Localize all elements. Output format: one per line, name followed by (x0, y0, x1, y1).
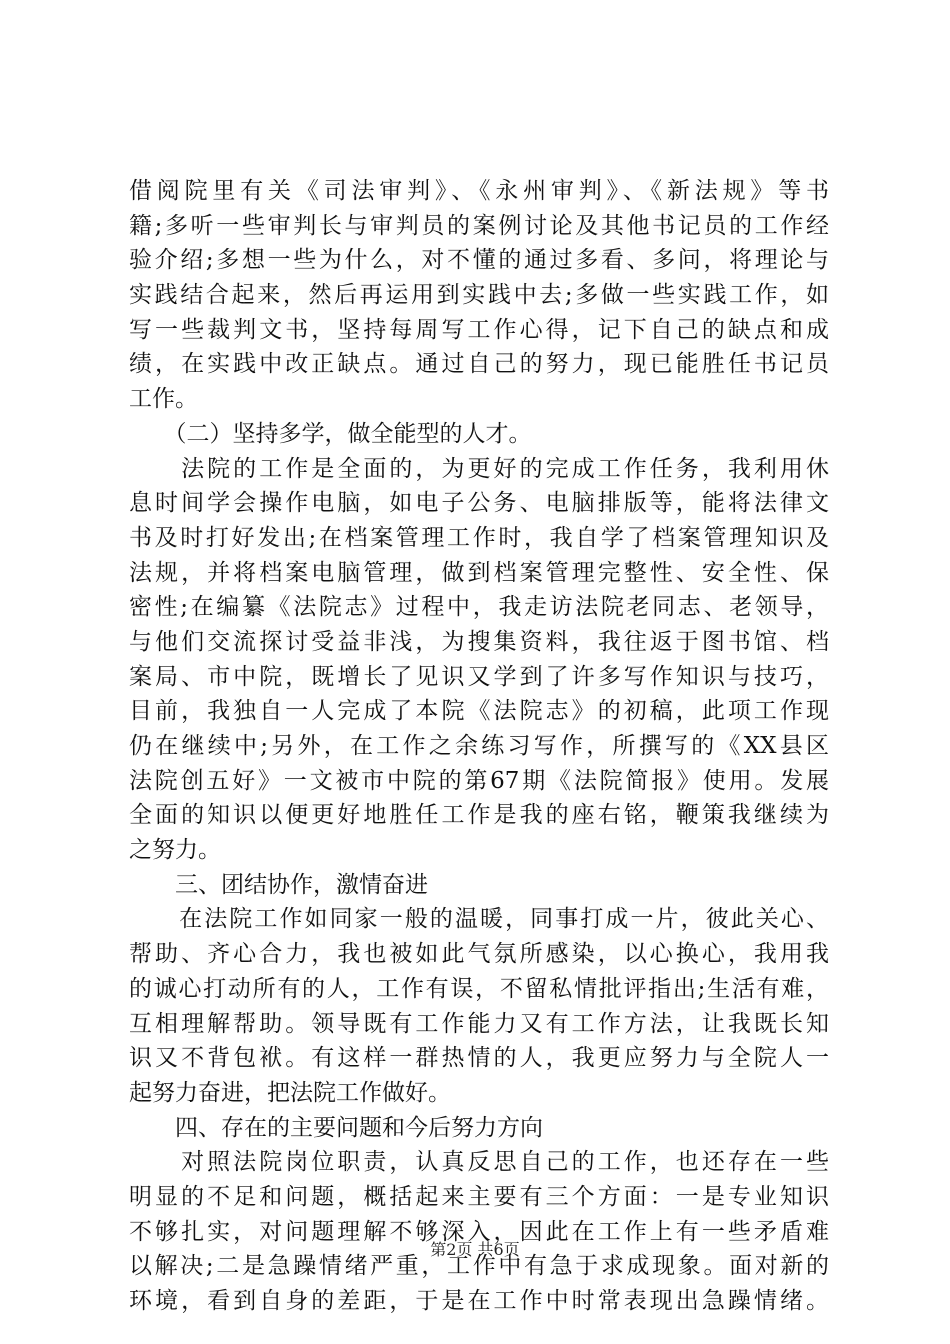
text-line: 全面的知识以便更好地胜任工作是我的座右铭，鞭策我继续为 (129, 802, 829, 829)
text-line: 验介绍;多想一些为什么，对不懂的通过多看、多问，将理论与 (129, 247, 829, 274)
text-line: 书及时打好发出;在档案管理工作时，我自学了档案管理知识及 (129, 524, 829, 551)
text-line: 籍;多听一些审判长与审判员的案例讨论及其他书记员的工作经 (129, 212, 829, 239)
text-line: 以解决;二是急躁情绪严重，工作中有急于求成现象。面对新的 (129, 1253, 829, 1280)
text-line: 目前，我独自一人完成了本院《法院志》的初稿，此项工作现 (129, 698, 829, 725)
text-line: 工作。 (129, 386, 198, 413)
text-line: 仍在继续中;另外，在工作之余练习写作，所撰写的《XX县区 (129, 733, 829, 759)
text-line: 对照法院岗位职责，认真反思自己的工作，也还存在一些 (129, 1149, 829, 1176)
text-line: 之努力。 (129, 837, 221, 864)
section-heading: （二）坚持多学，做全能型的人才。 (129, 420, 532, 447)
text-line: 案局、市中院，既增长了见识又学到了许多写作知识与技巧， (129, 663, 829, 690)
section-heading: 三、团结协作，激情奋进 (129, 871, 428, 898)
text-line: 法规，并将档案电脑管理，做到档案管理完整性、安全性、保 (129, 559, 829, 586)
text-line: 写一些裁判文书，坚持每周写工作心得，记下自己的缺点和成 (129, 316, 829, 343)
document-body (129, 174, 829, 1319)
text-line: 与他们交流探讨受益非浅，为搜集资料，我往返于图书馆、档 (129, 628, 829, 655)
text-line: 明显的不足和问题，概括起来主要有三个方面：一是专业知识 (129, 1183, 829, 1210)
text-line: 法院创五好》一文被市中院的第67期《法院简报》使用。发展 (129, 767, 829, 794)
text-line: 互相理解帮助。领导既有工作能力又有工作方法，让我既长知 (129, 1010, 829, 1037)
section-heading: 四、存在的主要问题和今后努力方向 (129, 1114, 543, 1141)
text-line: 不够扎实，对问题理解不够深入，因此在工作上有一些矛盾难 (129, 1218, 829, 1245)
text-line: 密性;在编纂《法院志》过程中，我走访法院老同志、老领导， (129, 594, 829, 621)
text-line: 环境，看到自身的差距，于是在工作中时常表现出急躁情绪。 (129, 1288, 829, 1314)
text-line: 在法院工作如同家一般的温暖，同事打成一片，彼此关心、 (129, 906, 829, 933)
text-line: 绩，在实践中改正缺点。通过自己的努力，现已能胜任书记员 (129, 351, 829, 378)
text-line: 起努力奋进，把法院工作做好。 (129, 1079, 451, 1106)
text-line: 借阅院里有关《司法审判》、《永州审判》、《新法规》等书 (129, 178, 829, 204)
text-line: 识又不背包袱。有这样一群热情的人，我更应努力与全院人一 (129, 1045, 829, 1072)
text-line: 的诚心打动所有的人，工作有误，不留私情批评指出;生活有难， (129, 975, 829, 1002)
page-number: 第2页 共6页 (430, 1240, 520, 1259)
text-line: 帮助、齐心合力，我也被如此气氛所感染，以心换心，我用我 (129, 941, 829, 968)
text-line: 息时间学会操作电脑，如电子公务、电脑排版等，能将法律文 (129, 490, 829, 517)
text-line: 法院的工作是全面的，为更好的完成工作任务，我利用休 (129, 455, 829, 482)
text-line: 实践结合起来，然后再运用到实践中去;多做一些实践工作，如 (129, 282, 829, 309)
